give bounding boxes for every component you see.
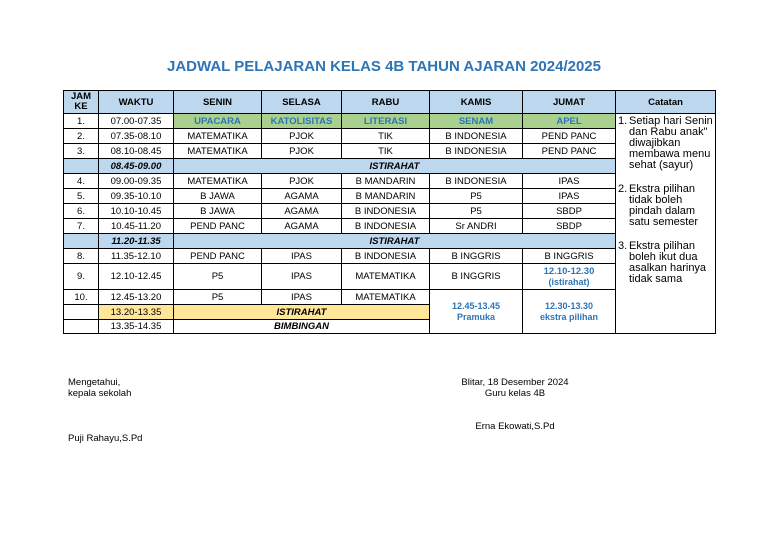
break-label: ISTIRAHAT [174,305,430,320]
cell-jumat-time: 12.10-12.30 [543,265,595,277]
cell-senin: MATEMATIKA [174,174,262,189]
signature-right [430,377,600,399]
cell-selasa: AGAMA [262,204,342,219]
cell-no: 2. [64,129,99,144]
cell-jumat: PEND PANC [523,129,616,144]
header-selasa: SELASA [262,91,342,114]
cell-kamis: B INGGRIS [430,249,523,264]
header-row [64,91,716,114]
break-label: ISTIRAHAT [174,159,616,174]
cell-senin: P5 [174,290,262,305]
cell-no: 1. [64,114,99,129]
break-label: BIMBINGAN [174,320,430,334]
signature-right-line1: Blitar, 18 Desember 2024 [461,377,569,388]
cell-no [64,320,99,334]
note-item [618,241,713,285]
cell-selasa: AGAMA [262,189,342,204]
cell-selasa: IPAS [262,290,342,305]
cell-jumat-note: (istirahat) [548,276,590,287]
signature-left-line1: Mengetahui, [68,377,121,388]
note-item [618,184,713,228]
cell-senin: B JAWA [174,189,262,204]
cell-rabu: B MANDARIN [342,189,430,204]
break-time: 11.20-11.35 [99,234,174,249]
cell-kamis-pramuka [430,290,523,334]
table-row [64,114,716,129]
cell-kamis: P5 [430,189,523,204]
cell-kamis: P5 [430,204,523,219]
cell-senin: UPACARA [174,114,262,129]
cell-waktu: 07.35-08.10 [99,129,174,144]
cell-waktu: 09.35-10.10 [99,189,174,204]
cell-waktu: 09.00-09.35 [99,174,174,189]
cell-no: 3. [64,144,99,159]
cell-selasa: KATOLISITAS [262,114,342,129]
break-label: ISTIRAHAT [174,234,616,249]
signature-right-line2: Guru kelas 4B [484,388,546,399]
cell-jumat-time: 12.30-13.30 [544,300,594,311]
cell-senin: MATEMATIKA [174,144,262,159]
cell-rabu: B MANDARIN [342,174,430,189]
signature-left-line2: kepala sekolah [68,388,132,399]
signature-left-name: Puji Rahayu,S.Pd [68,433,143,444]
cell-jumat-ekstra [523,290,616,334]
cell-kamis-time: 12.45-13.45 [451,300,501,311]
header-waktu: WAKTU [99,91,174,114]
cell-waktu: 12.45-13.20 [99,290,174,305]
cell-jumat: IPAS [523,174,616,189]
signature-left [68,377,131,399]
cell-no [64,159,99,174]
cell-jumat-note: ekstra pilihan [539,311,599,322]
cell-jumat [523,264,616,290]
cell-kamis: B INDONESIA [430,174,523,189]
cell-rabu: MATEMATIKA [342,264,430,290]
cell-no: 7. [64,219,99,234]
note-number: 2. [618,183,628,195]
note-text: Ekstra pilihan tidak boleh pindah dalam satu semester [629,183,699,228]
note-number: 3. [618,240,628,252]
cell-senin: MATEMATIKA [174,129,262,144]
cell-kamis: Sr ANDRI [430,219,523,234]
cell-waktu: 12.10-12.45 [99,264,174,290]
cell-senin: B JAWA [174,204,262,219]
cell-rabu: B INDONESIA [342,219,430,234]
cell-waktu: 08.10-08.45 [99,144,174,159]
page-title: JADWAL PELAJARAN KELAS 4B TAHUN AJARAN 2024/2025 [167,58,601,75]
break-time: 08.45-09.00 [99,159,174,174]
cell-jumat: APEL [523,114,616,129]
cell-kamis-note: Pramuka [456,311,496,322]
notes-cell [616,114,716,334]
cell-rabu: TIK [342,129,430,144]
cell-senin: PEND PANC [174,219,262,234]
cell-selasa: PJOK [262,129,342,144]
header-senin: SENIN [174,91,262,114]
cell-no: 8. [64,249,99,264]
cell-rabu: MATEMATIKA [342,290,430,305]
header-jumat: JUMAT [523,91,616,114]
cell-no [64,234,99,249]
cell-selasa: IPAS [262,249,342,264]
cell-senin: PEND PANC [174,249,262,264]
cell-kamis: B INDONESIA [430,129,523,144]
cell-jumat: SBDP [523,204,616,219]
note-text: Setiap hari Senin dan Rabu anak" diwajibkan membawa menu sehat (sayur) [629,115,713,171]
cell-waktu: 10.10-10.45 [99,204,174,219]
cell-selasa: PJOK [262,174,342,189]
cell-selasa: IPAS [262,264,342,290]
cell-waktu: 07.00-07.35 [99,114,174,129]
cell-kamis: B INDONESIA [430,144,523,159]
cell-no: 6. [64,204,99,219]
signature-right-name: Erna Ekowati,S.Pd [475,421,555,432]
cell-senin: P5 [174,264,262,290]
cell-kamis: SENAM [430,114,523,129]
break-time: 13.20-13.35 [99,305,174,320]
cell-jumat: SBDP [523,219,616,234]
cell-waktu: 11.35-12.10 [99,249,174,264]
cell-rabu: B INDONESIA [342,204,430,219]
cell-rabu: LITERASI [342,114,430,129]
cell-selasa: AGAMA [262,219,342,234]
cell-jumat: IPAS [523,189,616,204]
header-rabu: RABU [342,91,430,114]
cell-waktu: 10.45-11.20 [99,219,174,234]
cell-jumat: PEND PANC [523,144,616,159]
cell-no: 10. [64,290,99,305]
cell-rabu: TIK [342,144,430,159]
cell-no: 9. [64,264,99,290]
cell-no: 4. [64,174,99,189]
note-number: 1. [618,115,628,127]
header-kamis: KAMIS [430,91,523,114]
schedule-table [63,90,716,334]
note-item [618,116,713,171]
note-text: Ekstra pilihan boleh ikut dua asalkan harinya tidak sama [629,240,707,285]
cell-no: 5. [64,189,99,204]
cell-jumat: B INGGRIS [523,249,616,264]
cell-rabu: B INDONESIA [342,249,430,264]
header-catatan: Catatan [616,91,716,114]
cell-selasa: PJOK [262,144,342,159]
cell-kamis: B INGGRIS [430,264,523,290]
cell-no [64,305,99,320]
header-jam-ke: JAM KE [64,91,99,114]
break-time: 13.35-14.35 [99,320,174,334]
